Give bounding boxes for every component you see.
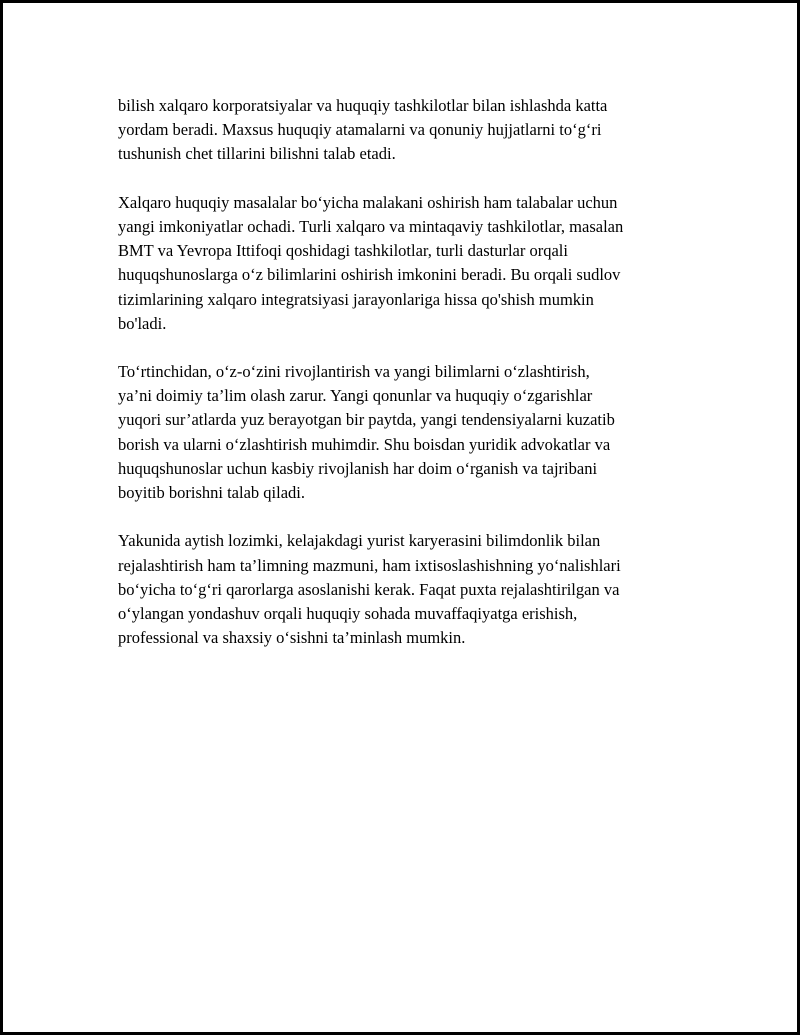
text-line: huquqshunoslarga o‘z bilimlarini oshirish imkonini beradi. Bu orqali sudlov	[118, 265, 621, 285]
text-line: BMT va Yevropa Ittifoqi qoshidagi tashkilotlar, turli dasturlar orqali	[118, 241, 568, 261]
text-line: bo'ladi.	[118, 313, 167, 333]
paragraph-2	[118, 191, 693, 336]
text-line: To‘rtinchidan, o‘z-o‘zini rivojlantirish va yangi bilimlarni o‘zlashtirish,	[118, 362, 590, 382]
text-line: professional va shaxsiy o‘sishni ta’minlash mumkin.	[118, 628, 466, 648]
text-line: Xalqaro huquqiy masalalar bo‘yicha malakani oshirish ham talabalar uchun	[118, 192, 618, 212]
text-line: huquqshunoslar uchun kasbiy rivojlanish har doim o‘rganish va tajribani	[118, 458, 598, 478]
text-line: o‘ylangan yondashuv orqali huquqiy sohada muvaffaqiyatga erishish,	[118, 603, 578, 623]
text-line: yordam beradi. Maxsus huquqiy atamalarni va qonuniy hujjatlarni to‘g‘ri	[118, 120, 602, 140]
text-line: ya’ni doimiy ta’lim olash zarur. Yangi qonunlar va huquqiy o‘zgarishlar	[118, 386, 593, 406]
text-line: yuqori sur’atlarda yuz berayotgan bir paytda, yangi tendensiyalarni kuzatib	[118, 410, 615, 430]
text-line: borish va ularni o‘zlashtirish muhimdir. Shu boisdan yuridik advokatlar va	[118, 434, 611, 454]
paragraph-1	[118, 94, 693, 167]
paragraph-4	[118, 529, 693, 650]
text-line: yangi imkoniyatlar ochadi. Turli xalqaro va mintaqaviy tashkilotlar, masalan	[118, 216, 624, 236]
text-line: rejalashtirish ham ta’limning mazmuni, ham ixtisoslashishning yo‘nalishlari	[118, 555, 621, 575]
paragraph-3	[118, 360, 693, 505]
text-line: bilish xalqaro korporatsiyalar va huquqiy tashkilotlar bilan ishlashda katta	[118, 96, 608, 115]
text-line: tizimlarining xalqaro integratsiyasi jarayonlariga hissa qo'shish mumkin	[118, 289, 594, 309]
text-line: Yakunida aytish lozimki, kelajakdagi yurist karyerasini bilimdonlik bilan	[118, 531, 601, 551]
text-line: bo‘yicha to‘g‘ri qarorlarga asoslanishi kerak. Faqat puxta rejalashtirilgan va	[118, 579, 620, 599]
document-body	[118, 94, 693, 650]
text-line: boyitib borishni talab qiladi.	[118, 483, 305, 502]
text-line: tushunish chet tillarini bilishni talab etadi.	[118, 144, 396, 164]
